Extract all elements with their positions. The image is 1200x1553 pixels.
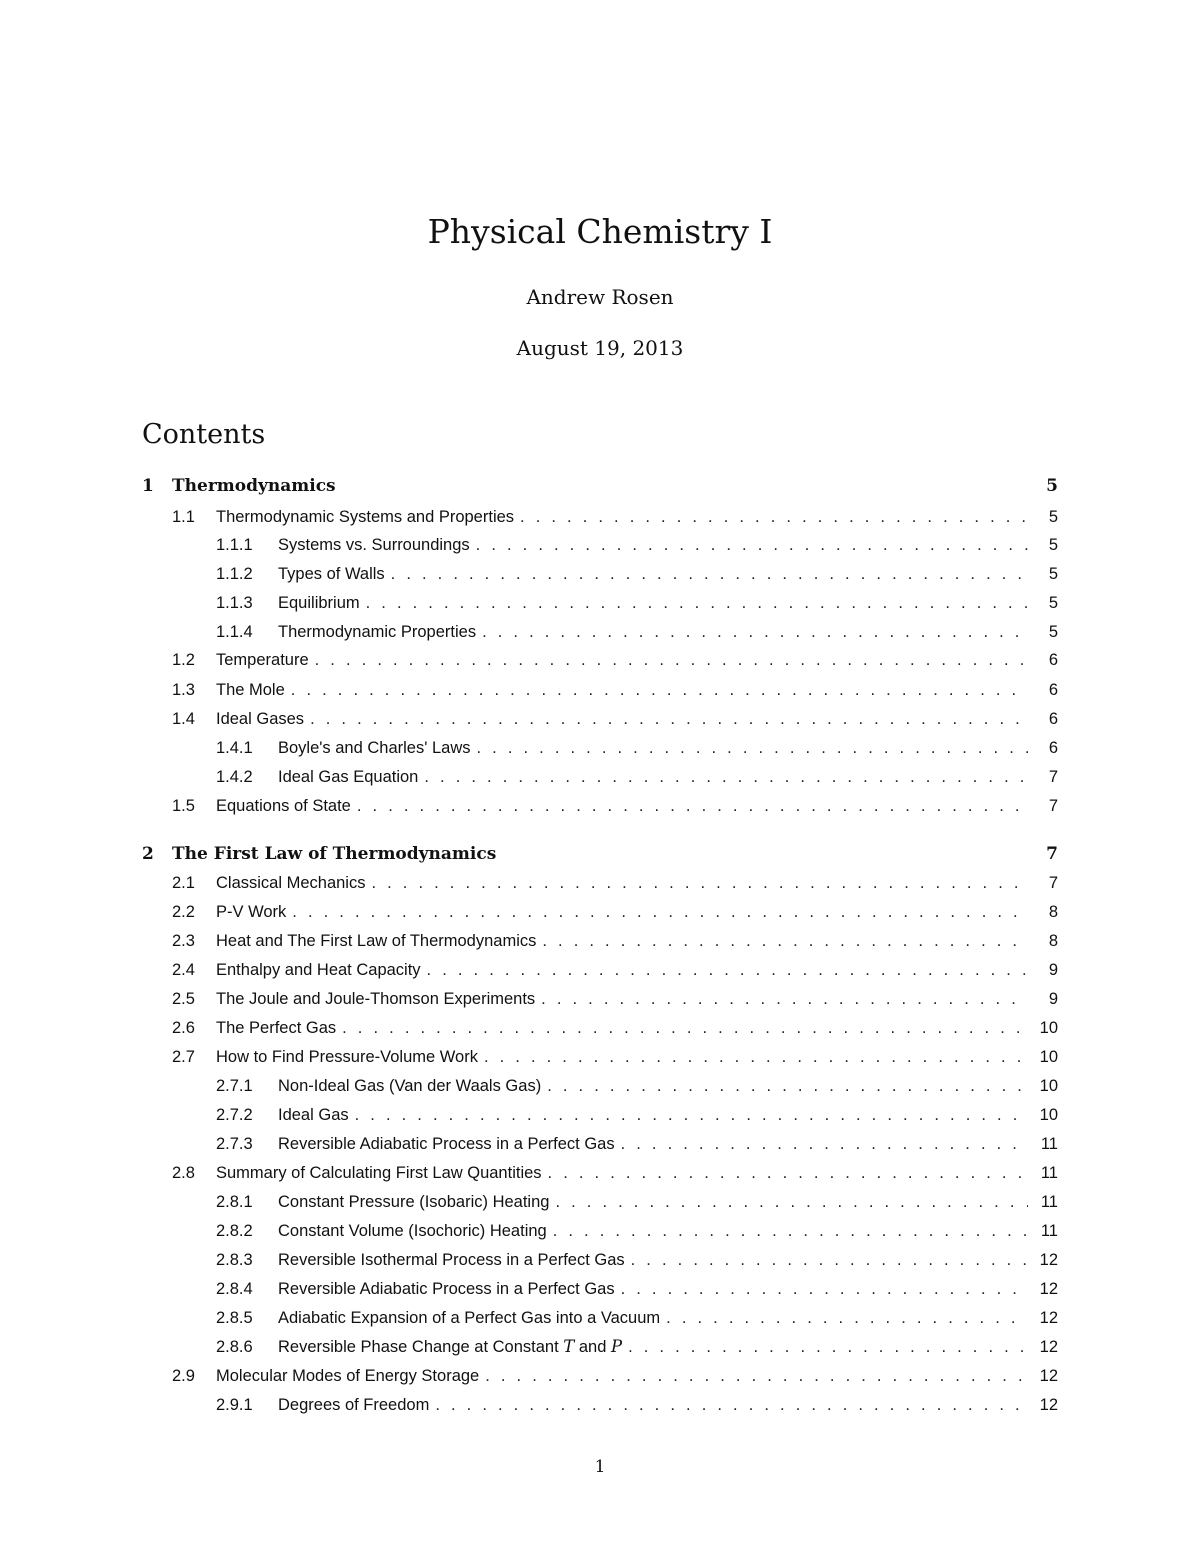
toc-entry-number: 2.4 — [172, 961, 195, 979]
toc-entry-title: Boyle's and Charles' Laws — [278, 739, 471, 757]
toc-entry-page: 7 — [1048, 768, 1058, 786]
toc-entry-title: Classical Mechanics — [216, 874, 366, 892]
toc-dot-leader — [621, 1132, 1028, 1156]
toc-entry-page: 5 — [1046, 476, 1058, 496]
toc-entry-page: 12 — [1039, 1396, 1058, 1414]
toc-dot-leader — [391, 562, 1028, 586]
toc-entry-title: How to Find Pressure-Volume Work — [216, 1048, 478, 1066]
toc-entry-2-4[interactable] — [142, 958, 1058, 982]
toc-entry-page: 11 — [1040, 1135, 1058, 1153]
toc-entry-title: The Mole — [216, 681, 285, 699]
toc-dot-leader — [520, 505, 1028, 529]
toc-entry-title: Thermodynamic Systems and Properties — [216, 508, 515, 526]
toc-entry-page: 5 — [1048, 508, 1058, 526]
toc-dot-leader — [485, 1364, 1028, 1388]
toc-entry-1-4-2[interactable] — [142, 765, 1058, 789]
toc-dot-leader — [482, 620, 1028, 644]
toc-entry-page: 11 — [1040, 1222, 1058, 1240]
toc-entry-title: The First Law of Thermodynamics — [172, 844, 497, 864]
toc-entry-number: 2.5 — [172, 990, 195, 1008]
toc-entry-number: 2.7.3 — [216, 1135, 253, 1153]
toc-entry-number: 2.1 — [172, 874, 195, 892]
toc-entry-2-8-6[interactable] — [142, 1335, 1058, 1359]
toc-dot-leader — [310, 707, 1028, 731]
toc-entry-page: 12 — [1039, 1280, 1058, 1298]
toc-entry-2-8-3[interactable] — [142, 1248, 1058, 1272]
toc-entry-1-1[interactable] — [142, 505, 1058, 529]
toc-dot-leader — [553, 1219, 1028, 1243]
toc-entry-1-5[interactable] — [142, 794, 1058, 818]
toc-entry-number: 1.1.3 — [216, 594, 253, 612]
toc-entry-title: Summary of Calculating First Law Quantities — [216, 1164, 542, 1182]
toc-entry-number: 2.9 — [172, 1367, 195, 1385]
toc-dot-leader — [427, 958, 1028, 982]
toc-dot-leader — [315, 648, 1028, 672]
document-date: August 19, 2013 — [516, 336, 684, 360]
toc-entry-title: Ideal Gas Equation — [278, 768, 419, 786]
toc-entry-page: 5 — [1048, 536, 1058, 554]
toc-dot-leader — [542, 929, 1028, 953]
toc-entry-title: P-V Work — [216, 903, 287, 921]
toc-entry-1-3[interactable] — [142, 678, 1058, 702]
toc-entry-page: 6 — [1048, 710, 1058, 728]
toc-entry-1-1-2[interactable] — [142, 562, 1058, 586]
toc-entry-title: Reversible Adiabatic Process in a Perfect Gas — [278, 1135, 615, 1153]
toc-entry-2-7-1[interactable] — [142, 1074, 1058, 1098]
toc-entry-number: 1.4.1 — [216, 739, 253, 757]
toc-entry-1-2[interactable] — [142, 648, 1058, 672]
toc-entry-number: 2.8.5 — [216, 1309, 253, 1327]
toc-entry-page: 12 — [1039, 1367, 1058, 1385]
toc-entry-2-8-1[interactable] — [142, 1190, 1058, 1214]
toc-dot-leader — [476, 533, 1028, 557]
toc-dot-leader — [366, 591, 1028, 615]
toc-entry-2-9[interactable] — [142, 1364, 1058, 1388]
toc-entry-title: Non-Ideal Gas (Van der Waals Gas) — [278, 1077, 542, 1095]
toc-entry-2[interactable] — [142, 842, 1058, 866]
toc-entry-1-4[interactable] — [142, 707, 1058, 731]
toc-entry-number: 2.8.1 — [216, 1193, 253, 1211]
toc-entry-page: 7 — [1046, 844, 1058, 864]
toc-entry-page: 10 — [1039, 1048, 1058, 1066]
toc-entry-page: 11 — [1040, 1193, 1058, 1211]
toc-entry-page: 12 — [1039, 1309, 1058, 1327]
toc-entry-number: 2.7 — [172, 1048, 195, 1066]
document-author: Andrew Rosen — [526, 285, 674, 309]
toc-entry-title: The Joule and Joule-Thomson Experiments — [216, 990, 536, 1008]
toc-dot-leader — [292, 900, 1028, 924]
toc-entry-title: Enthalpy and Heat Capacity — [216, 961, 421, 979]
toc-dot-leader — [541, 987, 1028, 1011]
toc-entry-number: 2 — [142, 844, 154, 864]
toc-entry-number: 1.1 — [172, 508, 195, 526]
toc-entry-number: 1.4 — [172, 710, 195, 728]
toc-entry-page: 7 — [1048, 874, 1058, 892]
toc-entry-title: Equations of State — [216, 797, 351, 815]
toc-entry-page: 10 — [1039, 1077, 1058, 1095]
toc-entry-number: 2.8.3 — [216, 1251, 253, 1269]
toc-entry-2-6[interactable] — [142, 1016, 1058, 1040]
toc-entry-title: Degrees of Freedom — [278, 1396, 430, 1414]
toc-dot-leader — [484, 1045, 1028, 1069]
toc-dot-leader — [548, 1161, 1028, 1185]
toc-entry-page: 6 — [1048, 739, 1058, 757]
toc-entry-number: 2.8.2 — [216, 1222, 253, 1240]
toc-entry-title: Thermodynamic Properties — [278, 623, 477, 641]
toc-entry-2-5[interactable] — [142, 987, 1058, 1011]
toc-entry-page: 7 — [1048, 797, 1058, 815]
toc-entry-2-3[interactable] — [142, 929, 1058, 953]
toc-dot-leader — [555, 1190, 1028, 1214]
toc-entry-number: 1.1.4 — [216, 623, 253, 641]
toc-entry-2-1[interactable] — [142, 871, 1058, 895]
toc-entry-number: 2.6 — [172, 1019, 195, 1037]
toc-entry-title: Reversible Isothermal Process in a Perfect Gas — [278, 1251, 625, 1269]
toc-entry-title: Heat and The First Law of Thermodynamics — [216, 932, 537, 950]
toc-entry-2-8-4[interactable] — [142, 1277, 1058, 1301]
toc-entry-number: 2.2 — [172, 903, 195, 921]
toc-dot-leader — [666, 1306, 1028, 1330]
document-title: Physical Chemistry I — [427, 212, 773, 251]
toc-dot-leader — [435, 1393, 1028, 1417]
toc-dot-leader — [291, 678, 1028, 702]
toc-entry-1-1-1[interactable] — [142, 533, 1058, 557]
toc-entry-2-8-5[interactable] — [142, 1306, 1058, 1330]
toc-entry-1-4-1[interactable] — [142, 736, 1058, 760]
toc-entry-1-1-4[interactable] — [142, 620, 1058, 644]
toc-entry-number: 2.7.2 — [216, 1106, 253, 1124]
toc-entry-number: 2.9.1 — [216, 1396, 253, 1414]
toc-entry-1[interactable] — [142, 474, 1058, 498]
toc-dot-leader — [547, 1074, 1028, 1098]
toc-entry-title: Equilibrium — [278, 594, 360, 612]
toc-entry-page: 9 — [1048, 961, 1058, 979]
toc-entry-number: 1 — [142, 476, 154, 496]
toc-entry-title: Reversible Adiabatic Process in a Perfect Gas — [278, 1280, 615, 1298]
toc-entry-title: Temperature — [216, 651, 309, 669]
toc-dot-leader — [631, 1248, 1028, 1272]
toc-entry-page: 10 — [1039, 1106, 1058, 1124]
toc-entry-number: 2.3 — [172, 932, 195, 950]
toc-entry-page: 5 — [1048, 594, 1058, 612]
toc-entry-number: 2.8 — [172, 1164, 195, 1182]
toc-entry-title: Constant Pressure (Isobaric) Heating — [278, 1193, 550, 1211]
toc-entry-page: 6 — [1048, 681, 1058, 699]
toc-entry-number: 2.8.6 — [216, 1338, 253, 1356]
toc-entry-page: 8 — [1048, 932, 1058, 950]
toc-entry-2-9-1[interactable] — [142, 1393, 1058, 1417]
toc-entry-2-7-2[interactable] — [142, 1103, 1058, 1127]
toc-dot-leader — [355, 1103, 1028, 1127]
table-of-contents — [142, 0, 1058, 1553]
toc-dot-leader — [342, 1016, 1028, 1040]
toc-entry-page: 12 — [1039, 1338, 1058, 1356]
toc-entry-number: 1.3 — [172, 681, 195, 699]
toc-entry-2-2[interactable] — [142, 900, 1058, 924]
toc-entry-title: Ideal Gases — [216, 710, 305, 728]
toc-entry-title: Thermodynamics — [172, 476, 336, 496]
toc-entry-number: 1.2 — [172, 651, 195, 669]
toc-entry-page: 10 — [1039, 1019, 1058, 1037]
toc-entry-page: 5 — [1048, 623, 1058, 641]
toc-entry-1-1-3[interactable] — [142, 591, 1058, 615]
toc-entry-title: The Perfect Gas — [216, 1019, 337, 1037]
toc-dot-leader — [357, 794, 1028, 818]
toc-entry-title: Adiabatic Expansion of a Perfect Gas into a Vacuum — [278, 1309, 661, 1327]
toc-entry-number: 1.5 — [172, 797, 195, 815]
toc-dot-leader — [476, 736, 1028, 760]
toc-entry-number: 1.4.2 — [216, 768, 253, 786]
toc-entry-title: Ideal Gas — [278, 1106, 349, 1124]
toc-dot-leader — [424, 765, 1028, 789]
toc-dot-leader — [628, 1335, 1028, 1359]
toc-entry-number: 1.1.1 — [216, 536, 253, 554]
toc-entry-page: 6 — [1048, 651, 1058, 669]
toc-entry-page: 12 — [1039, 1251, 1058, 1269]
toc-entry-page: 5 — [1048, 565, 1058, 583]
toc-entry-number: 2.8.4 — [216, 1280, 253, 1298]
toc-entry-number: 2.7.1 — [216, 1077, 253, 1095]
toc-entry-2-8[interactable] — [142, 1161, 1058, 1185]
toc-entry-2-7[interactable] — [142, 1045, 1058, 1069]
toc-dot-leader — [621, 1277, 1028, 1301]
contents-heading: Contents — [142, 419, 266, 450]
toc-entry-page: 9 — [1048, 990, 1058, 1008]
toc-entry-title: Molecular Modes of Energy Storage — [216, 1367, 480, 1385]
toc-entry-title: Reversible Phase Change at Constant T and P — [278, 1337, 623, 1356]
toc-entry-title: Types of Walls — [278, 565, 385, 583]
toc-entry-2-7-3[interactable] — [142, 1132, 1058, 1156]
toc-entry-title: Systems vs. Surroundings — [278, 536, 470, 554]
toc-entry-page: 11 — [1040, 1164, 1058, 1182]
toc-dot-leader — [371, 871, 1028, 895]
toc-entry-title: Constant Volume (Isochoric) Heating — [278, 1222, 547, 1240]
page-number: 1 — [594, 1457, 606, 1477]
toc-entry-number: 1.1.2 — [216, 565, 253, 583]
toc-entry-page: 8 — [1048, 903, 1058, 921]
toc-entry-2-8-2[interactable] — [142, 1219, 1058, 1243]
